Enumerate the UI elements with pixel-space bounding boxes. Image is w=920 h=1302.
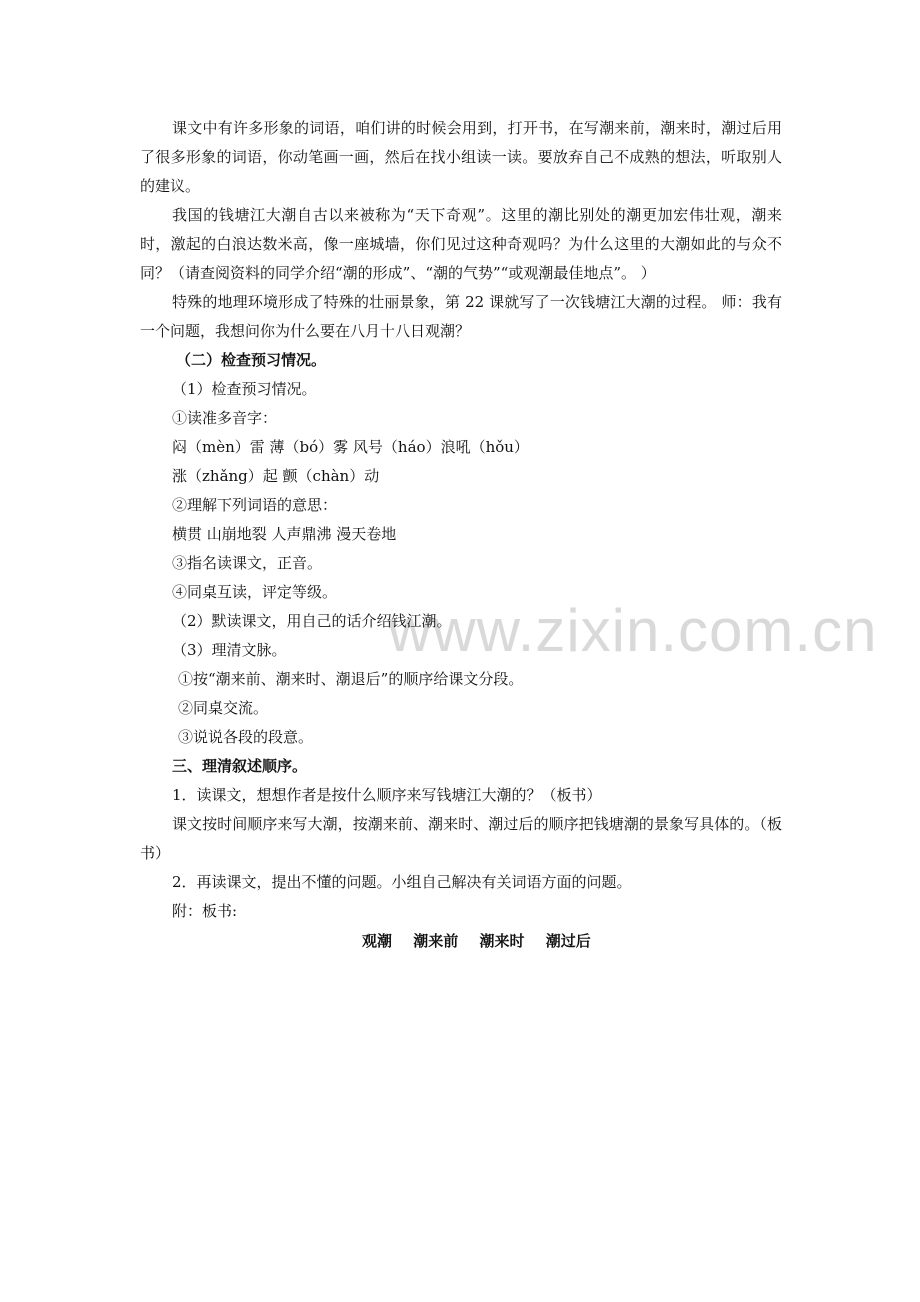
section-step-3: ③说说各段的段意。 bbox=[178, 728, 314, 746]
board-item-before: 潮来前 bbox=[413, 932, 459, 950]
deskmate-read: ④同桌互读，评定等级。 bbox=[172, 583, 338, 601]
paragraph-question: 特殊的地理环境形成了特殊的壮丽景象，第 22 课就写了一次钱塘江大潮的过程。 师：我有一个问题，我想问你为什么要在八月十八日观潮？ bbox=[140, 293, 782, 340]
order-step-1: 1．读课文，想想作者是按什么顺序来写钱塘江大潮的？（板书） bbox=[172, 786, 602, 804]
board-item-during: 潮来时 bbox=[479, 932, 525, 950]
order-step-2: 2．再读课文，提出不懂的问题。小组自己解决有关词语方面的问题。 bbox=[172, 873, 632, 891]
polyphone-line-1: 闷（mèn）雷 薄（bó）雾 风号（háo）浪吼（hǒu） bbox=[172, 438, 529, 456]
order-step-1-answer: 课文按时间顺序来写大潮，按潮来前、潮来时、潮过后的顺序把钱塘潮的景象写具体的。（板书） bbox=[140, 815, 782, 862]
heading-narrative-order: 三、理清叙述顺序。 bbox=[172, 757, 308, 775]
read-by-name: ③指名读课文，正音。 bbox=[172, 554, 323, 572]
paragraph-intro: 课文中有许多形象的词语，咱们讲的时候会用到，打开书，在写潮来前，潮来时，潮过后用了很多形象的词语，你动笔画一画，然后在找小组读一读。要放弃自己不成熟的想法，听取别人的建议。 bbox=[140, 119, 782, 195]
section-step-2: ②同桌交流。 bbox=[178, 699, 269, 717]
words-line: 横贯 山崩地裂 人声鼎沸 漫天卷地 bbox=[172, 525, 397, 543]
check-step-2: （2）默读课文，用自己的话介绍钱江潮。 bbox=[172, 612, 452, 630]
appendix-label: 附：板书: bbox=[172, 902, 238, 920]
polyphone-line-2: 涨（zhǎng）起 颤（chàn）动 bbox=[172, 467, 380, 485]
heading-check-preview: （二）检查预习情况。 bbox=[176, 351, 327, 369]
check-step-3: （3）理清文脉。 bbox=[172, 641, 287, 659]
check-step-1: （1）检查预习情况。 bbox=[172, 380, 317, 398]
board-item-title: 观潮 bbox=[362, 932, 393, 950]
document-body bbox=[140, 114, 782, 956]
words-title: ②理解下列词语的意思： bbox=[172, 496, 338, 514]
paragraph-qiantang: 我国的钱塘江大潮自古以来被称为“天下奇观”。这里的潮比别处的潮更加宏伟壮观，潮来时，激起的白浪达数米高，像一座城墙，你们见过这种奇观吗？为什么这里的大潮如此的与众不同？（请查阅资料的同学介绍“潮的形成”、“潮的气势”“或观潮最佳地点”。 ） bbox=[140, 206, 782, 282]
polyphone-title: ①读准多音字： bbox=[172, 409, 278, 427]
section-step-1: ①按“潮来前、潮来时、潮退后”的顺序给课文分段。 bbox=[178, 670, 524, 688]
board-item-after: 潮过后 bbox=[545, 932, 591, 950]
blackboard-outline bbox=[140, 927, 782, 956]
watermark: www.zixin.com.cn bbox=[388, 597, 878, 664]
